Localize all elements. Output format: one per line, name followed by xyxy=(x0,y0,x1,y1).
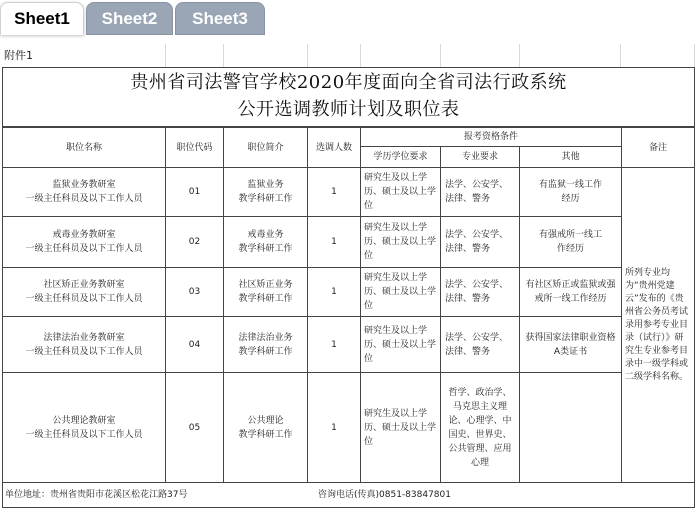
row5-other xyxy=(519,372,622,483)
header-education: 学历学位要求 xyxy=(360,146,441,168)
tab-sheet1[interactable]: Sheet1 xyxy=(0,2,84,35)
tab-sheet2[interactable]: Sheet2 xyxy=(86,2,173,35)
row1-code: 01 xyxy=(165,167,224,217)
position-level: 一级主任科员及以下工作人员 xyxy=(25,346,143,357)
header-position-name: 职位名称 xyxy=(2,127,166,168)
intro-line2: 教学科研工作 xyxy=(238,244,293,254)
position-title: 法律法治业务教研室 xyxy=(43,332,125,343)
row2-position-name xyxy=(2,216,166,268)
row2-other: 有强戒所一线工作经历 xyxy=(519,216,622,268)
row4-other: 获得国家法律职业资格A类证书 xyxy=(519,316,622,373)
row5-count: 1 xyxy=(307,372,361,483)
row5-major: 哲学、政治学、马克思主义理论、心理学、中国史、世界史、公共管理、应用心理 xyxy=(440,372,520,483)
row1-other: 有监狱一线工作经历 xyxy=(519,167,622,217)
header-count: 选调人数 xyxy=(307,127,361,168)
row1-position-name xyxy=(2,167,166,217)
header-position-intro: 职位简介 xyxy=(223,127,308,168)
row5-position-name xyxy=(2,372,166,483)
footer-phone: 咨询电话(传真)0851-83847801 xyxy=(318,490,451,500)
row2-education: 研究生及以上学历、硕士及以上学位 xyxy=(360,216,441,268)
row1-education: 研究生及以上学历、硕士及以上学位 xyxy=(360,167,441,217)
row3-other: 有社区矫正或监狱或强戒所一线工作经历 xyxy=(519,267,622,317)
row4-major: 法学、公安学、法律、警务 xyxy=(440,316,520,373)
row2-major: 法学、公安学、法律、警务 xyxy=(440,216,520,268)
intro-line1: 戒毒业务 xyxy=(247,230,284,240)
position-title: 戒毒业务教研室 xyxy=(52,230,116,240)
position-level: 一级主任科员及以下工作人员 xyxy=(25,429,143,440)
row2-code: 02 xyxy=(165,216,224,268)
intro-line1: 法律法治业务 xyxy=(238,332,293,343)
header-other: 其他 xyxy=(519,146,622,168)
row5-intro xyxy=(223,372,308,483)
row2-intro xyxy=(223,216,308,268)
row4-code: 04 xyxy=(165,316,224,373)
header-position-code: 职位代码 xyxy=(165,127,224,168)
attachment-label: 附件1 xyxy=(4,49,33,62)
row4-count: 1 xyxy=(307,316,361,373)
spreadsheet-grid xyxy=(0,44,700,515)
header-requirements: 报考资格条件 xyxy=(360,127,622,147)
intro-line2: 教学科研工作 xyxy=(238,194,293,204)
position-title: 监狱业务教研室 xyxy=(52,180,116,190)
page-subtitle: 公开选调教师计划及职位表 xyxy=(237,99,460,120)
tab-sheet3[interactable]: Sheet3 xyxy=(175,2,265,35)
row4-education: 研究生及以上学历、硕士及以上学位 xyxy=(360,316,441,373)
grid-row-background xyxy=(0,44,695,67)
row3-major: 法学、公安学、法律、警务 xyxy=(440,267,520,317)
row2-count: 1 xyxy=(307,216,361,268)
row4-position-name xyxy=(2,316,166,373)
intro-line2: 教学科研工作 xyxy=(238,346,293,357)
header-major: 专业要求 xyxy=(440,146,520,168)
intro-line1: 监狱业务 xyxy=(247,180,284,190)
row1-intro xyxy=(223,167,308,217)
row3-position-name xyxy=(2,267,166,317)
row1-count: 1 xyxy=(307,167,361,217)
row3-count: 1 xyxy=(307,267,361,317)
row3-code: 03 xyxy=(165,267,224,317)
row3-intro xyxy=(223,267,308,317)
row5-education: 研究生及以上学历、硕士及以上学位 xyxy=(360,372,441,483)
header-remark: 备注 xyxy=(621,127,695,168)
intro-line1: 公共理论 xyxy=(247,415,284,426)
row3-education: 研究生及以上学历、硕士及以上学位 xyxy=(360,267,441,317)
row4-intro xyxy=(223,316,308,373)
position-level: 一级主任科员及以下工作人员 xyxy=(25,194,143,204)
position-title: 社区矫正业务教研室 xyxy=(43,280,125,290)
page-title: 贵州省司法警官学校2020年度面向全省司法行政系统 xyxy=(130,72,567,93)
footer-address: 单位地址：贵州省贵阳市花溪区松花江路37号 xyxy=(5,490,188,500)
position-level: 一级主任科员及以下工作人员 xyxy=(25,244,143,254)
intro-line1: 社区矫正业务 xyxy=(238,280,293,290)
position-level: 一级主任科员及以下工作人员 xyxy=(25,294,143,304)
row1-major: 法学、公安学、法律、警务 xyxy=(440,167,520,217)
remark-cell: 所列专业均为“贵州党建云”发布的《贵州省公务员考试录用参考专业目录（试行）》研究生专业参考目录中一级学科或二级学科名称。 xyxy=(621,167,695,483)
sheet-tab-bar xyxy=(0,0,700,38)
position-title: 公共理论教研室 xyxy=(52,415,116,426)
intro-line2: 教学科研工作 xyxy=(238,294,293,304)
intro-line2: 教学科研工作 xyxy=(238,429,293,440)
row5-code: 05 xyxy=(165,372,224,483)
